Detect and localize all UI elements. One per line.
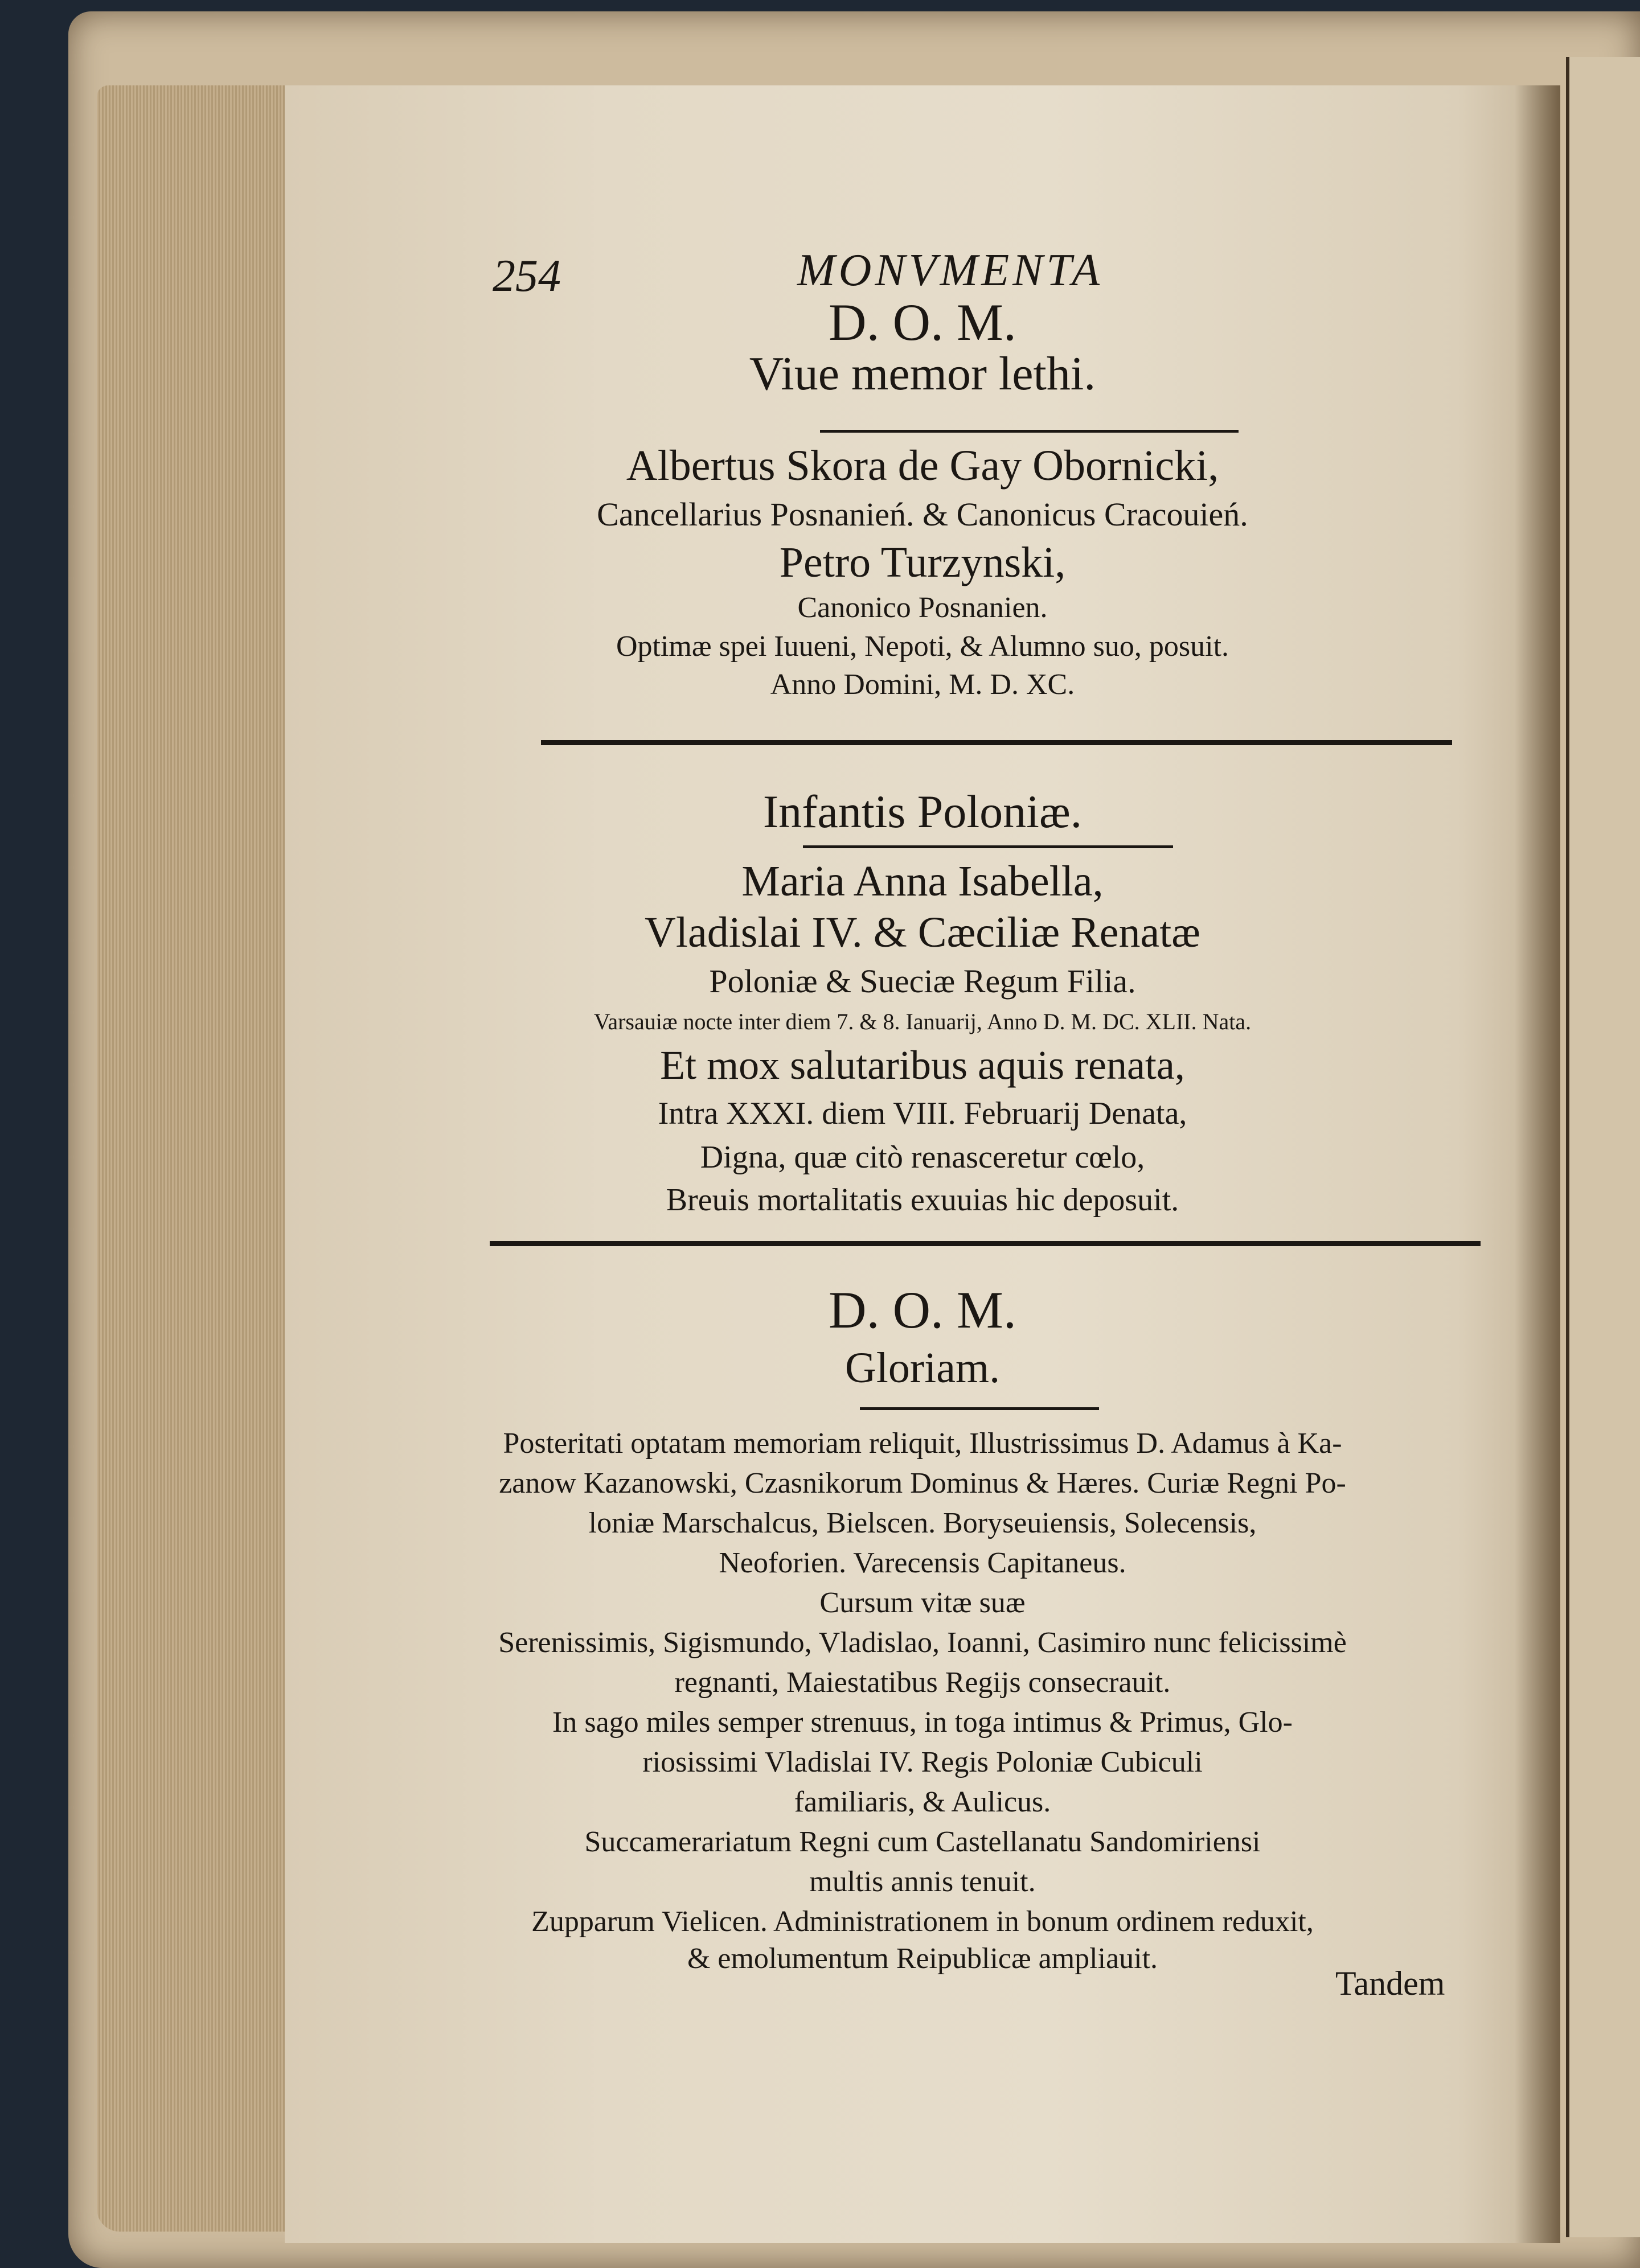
- inscription-2-line: Poloniæ & Sueciæ Regum Filia.: [709, 963, 1136, 1000]
- inscription-1-line: Petro Turzynski,: [779, 539, 1066, 586]
- inscription-2-line: Digna, quæ citò renasceretur cœlo,: [700, 1140, 1145, 1175]
- catchword: Tandem: [1335, 1965, 1445, 2002]
- inscription-3-subheading: Gloriam.: [844, 1344, 1001, 1392]
- inscription-1-motto: Viue memor lethi.: [749, 347, 1096, 400]
- inscription-3-line: Cursum vitæ suæ: [819, 1587, 1026, 1619]
- inscription-3-line: Serenissimis, Sigismundo, Vladislao, Ioanni, Casimiro nunc felicissimè: [498, 1626, 1347, 1659]
- inscription-3-line: riosissimi Vladislai IV. Regis Poloniæ Cubiculi: [642, 1746, 1203, 1778]
- inscription-3-line: zanow Kazanowski, Czasnikorum Dominus & Hæres. Curiæ Regni Po-: [499, 1467, 1346, 1499]
- inscription-1-line: Cancellarius Posnanień. & Canonicus Cracouień.: [597, 496, 1248, 533]
- inscription-1-line: Canonico Posnanien.: [797, 591, 1048, 624]
- inscription-2-line: Vladislai IV. & Cæciliæ Renatæ: [644, 909, 1200, 956]
- page-content: [285, 85, 1560, 2243]
- inscription-2-line: Et mox salutaribus aquis renata,: [660, 1042, 1185, 1088]
- inscription-2-heading: Infantis Poloniæ.: [762, 786, 1083, 837]
- inscription-3-line: In sago miles semper strenuus, in toga intimus & Primus, Glo-: [552, 1706, 1293, 1739]
- inscription-1-line: Anno Domini, M. D. XC.: [770, 668, 1075, 701]
- inscription-2-line: Intra XXXI. diem VIII. Februarij Denata,: [658, 1096, 1187, 1131]
- inscription-3-line: Zupparum Vielicen. Administrationem in bonum ordinem reduxit,: [531, 1905, 1314, 1938]
- inscription-2-line: Maria Anna Isabella,: [741, 857, 1104, 905]
- inscription-3-line: & emolumentum Reipublicæ ampliauit.: [687, 1942, 1158, 1975]
- page-edges: [97, 85, 285, 2232]
- running-title: MONVMENTA: [797, 245, 1103, 295]
- inscription-2-line: Breuis mortalitatis exuuias hic deposuit.: [666, 1182, 1179, 1218]
- inscription-3-subheading-rule: [860, 1407, 1099, 1410]
- inscription-1-line: Albertus Skora de Gay Obornicki,: [626, 442, 1219, 490]
- inscription-3-line: Neoforien. Varecensis Capitaneus.: [719, 1547, 1126, 1579]
- inscription-3-line: Succamerariatum Regni cum Castellanatu Sandomiriensi: [584, 1826, 1261, 1858]
- inscription-3-line: regnanti, Maiestatibus Regijs consecrauit.: [674, 1666, 1171, 1699]
- section-divider: [490, 1241, 1481, 1246]
- page-number: 254: [493, 251, 561, 301]
- inscription-1-heading: D. O. M.: [829, 293, 1016, 351]
- inscription-3-line: Posteritati optatam memoriam reliquit, Illustrissimus D. Adamus à Ka-: [503, 1427, 1342, 1460]
- inscription-1-line: Optimæ spei Iuueni, Nepoti, & Alumno suo, posuit.: [616, 630, 1229, 663]
- inscription-2-heading-rule: [803, 845, 1173, 848]
- facing-page-edge: [1566, 57, 1640, 2237]
- inscription-3-line: multis annis tenuit.: [809, 1866, 1036, 1898]
- section-divider: [541, 740, 1452, 745]
- inscription-2-line: Varsauiæ nocte inter diem 7. & 8. Ianuarij, Anno D. M. DC. XLII. Nata.: [593, 1009, 1252, 1034]
- inscription-3-line: familiaris, & Aulicus.: [794, 1786, 1051, 1818]
- inscription-3-heading: D. O. M.: [829, 1281, 1016, 1339]
- inscription-1-motto-rule: [820, 430, 1239, 433]
- book-page: [285, 85, 1560, 2243]
- inscription-3-line: loniæ Marschalcus, Bielscen. Boryseuiensis, Solecensis,: [588, 1507, 1257, 1539]
